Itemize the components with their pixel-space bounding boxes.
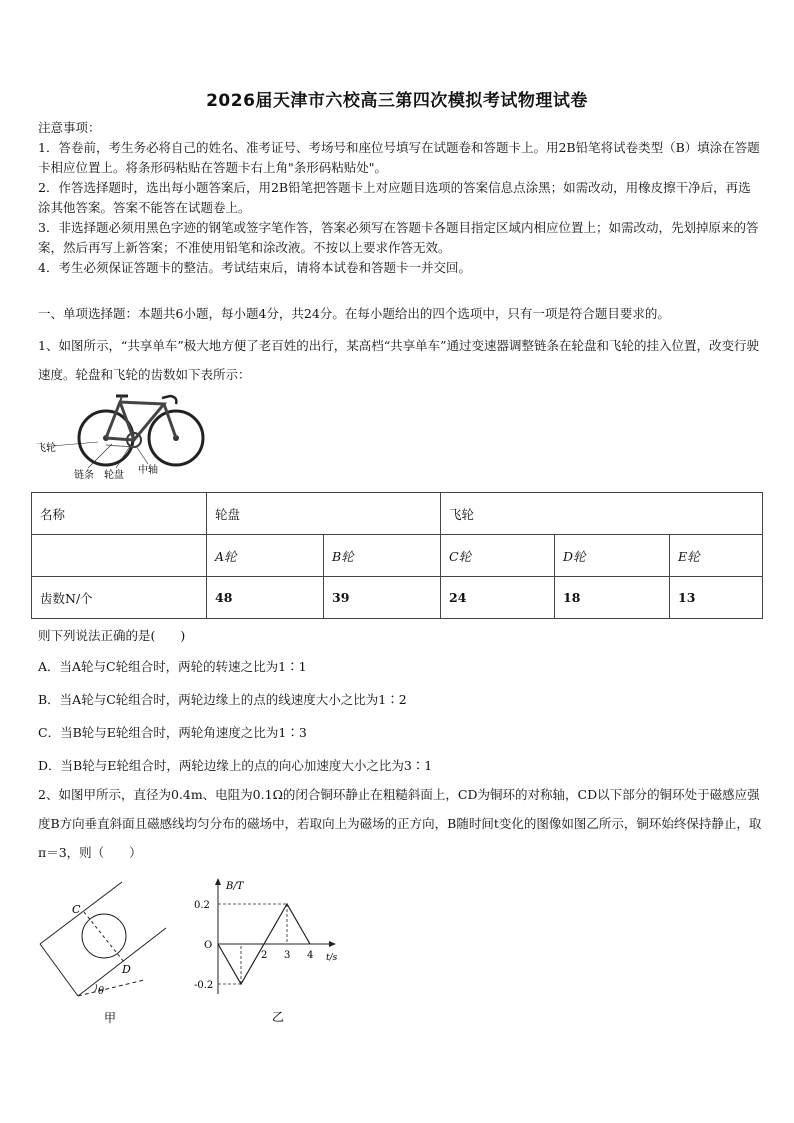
caption-yi: 乙	[272, 1010, 285, 1024]
bicycle-figure	[36, 388, 216, 480]
y-axis-label: B/T	[226, 881, 244, 892]
table-cell: 轮盘	[207, 493, 441, 535]
q1-ask: 则下列说法正确的是( )	[38, 628, 186, 643]
q1-option-c: C．当B轮与E轮组合时，两轮角速度之比为1∶3	[38, 725, 307, 740]
teeth-table	[31, 492, 763, 619]
table-cell: 飞轮	[441, 493, 763, 535]
q1-option-d: D．当B轮与E轮组合时，两轮边缘上的点的向心加速度大小之比为3∶1	[38, 758, 433, 773]
figure-jia	[36, 878, 176, 1028]
table-cell: 24	[441, 577, 555, 619]
notice-heading: 注意事项：	[38, 120, 101, 135]
b-t-chart	[190, 874, 350, 1030]
notice-block	[38, 118, 762, 278]
notice-item-2: 2．作答选择题时，选出每小题答案后，用2B铅笔把答题卡上对应题目选项的答案信息点涂黑；如需改动，用橡皮擦干净后，再选涂其他答案。答案不能答在试题卷上。	[38, 180, 751, 215]
q1-option-b: B．当A轮与C轮组合时，两轮边缘上的点的线速度大小之比为1∶2	[38, 692, 407, 707]
table-cell: E轮	[670, 535, 763, 577]
table-cell: D轮	[555, 535, 670, 577]
label-c: C	[72, 903, 81, 916]
q1-stem: 1、如图所示，“共享单车”极大地方便了老百姓的出行，某高档“共享单车”通过变速器调整链条在轮盘和飞轮的挂入位置，改变行驶速度。轮盘和飞轮的齿数如下表所示：	[38, 338, 760, 382]
section-heading: 一、单项选择题：本题共6小题，每小题4分，共24分。在每小题给出的四个选项中，只有一项是符合题目要求的。	[38, 306, 670, 321]
table-row	[32, 535, 763, 577]
notice-item-4: 4．考生必须保证答题卡的整洁。考试结束后，请将本试卷和答题卡一并交回。	[38, 260, 471, 275]
table-cell: 48	[207, 577, 324, 619]
table-row	[32, 493, 763, 535]
q2-stem: 2、如图甲所示，直径为0.4m、电阻为0.1Ω的闭合铜环静止在粗糙斜面上，CD为铜环的对称轴，CD以下部分的铜环处于磁感应强度B方向垂直斜面且磁感线均匀分布的磁场中，若取向上为磁场的正方向，B随时间t变化的图像如图乙所示，铜环始终保持静止，取π＝3，则（ ）	[38, 787, 762, 860]
table-cell: 39	[324, 577, 441, 619]
copper-ring	[82, 914, 126, 958]
label-chainring: 轮盘	[104, 470, 124, 480]
x-tick-label: 3	[284, 950, 291, 961]
table-cell: 18	[555, 577, 670, 619]
table-cell: A轮	[207, 535, 324, 577]
caption-jia: 甲	[104, 1011, 117, 1025]
y-tick-label: 0.2	[194, 900, 210, 911]
label-axle: 中轴	[138, 465, 158, 476]
x-tick-label: 4	[307, 950, 314, 961]
label-theta: θ	[98, 986, 105, 997]
y-tick-label: -0.2	[194, 980, 214, 991]
x-axis-label: t/s	[326, 953, 338, 963]
x-tick-label: 2	[261, 950, 268, 961]
label-d: D	[122, 963, 131, 976]
label-flywheel: 飞轮	[36, 443, 56, 454]
table-cell: 13	[670, 577, 763, 619]
label-chain: 链条	[74, 470, 94, 480]
table-cell: 名称	[32, 493, 207, 535]
table-row	[32, 577, 763, 619]
notice-item-1: 1．答卷前，考生务必将自己的姓名、准考证号、考场号和座位号填写在试题卷和答题卡上。用2B铅笔将试卷类型（B）填涂在答题卡相应位置上。将条形码粘贴在答题卡右上角"条形码粘贴处"。	[38, 140, 760, 175]
q1-option-a: A．当A轮与C轮组合时，两轮的转速之比为1∶1	[38, 659, 307, 674]
exam-title: 2026届天津市六校高三第四次模拟考试物理试卷	[206, 91, 588, 111]
table-cell	[32, 535, 207, 577]
table-cell: 齿数N/个	[32, 577, 207, 619]
table-cell: B轮	[324, 535, 441, 577]
table-cell: C轮	[441, 535, 555, 577]
y-tick-label: O	[204, 940, 213, 951]
notice-item-3: 3．非选择题必须用黑色字迹的钢笔或签字笔作答，答案必须写在答题卡各题目指定区域内相应位置上；如需改动，先划掉原来的答案，然后再写上新答案；不准使用铅笔和涂改液。不按以上要求作答无效。	[38, 220, 759, 255]
